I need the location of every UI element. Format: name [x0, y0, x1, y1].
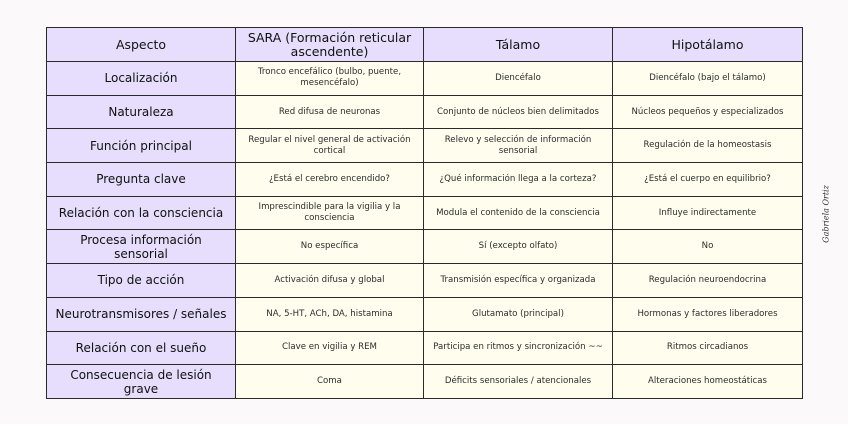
- sara-cell: Tronco encefálico (bulbo, puente, mesencéfalo): [236, 62, 424, 96]
- hipotalamo-cell: Regulación neuroendocrina: [613, 264, 803, 298]
- talamo-cell: Relevo y selección de información sensorial: [424, 129, 613, 163]
- table-row: [47, 331, 803, 365]
- row-aspect-cell: Función principal: [47, 129, 236, 163]
- talamo-cell: Conjunto de núcleos bien delimitados: [424, 95, 613, 129]
- talamo-cell: Glutamato (principal): [424, 297, 613, 331]
- comparison-table-container: [46, 27, 802, 397]
- table-row: [47, 230, 803, 264]
- hipotalamo-cell: Influye indirectamente: [613, 196, 803, 230]
- header-hipotalamo: Hipotálamo: [613, 28, 803, 62]
- header-sara: SARA (Formación reticular ascendente): [236, 28, 424, 62]
- talamo-cell: Sí (excepto olfato): [424, 230, 613, 264]
- sara-cell: ¿Está el cerebro encendido?: [236, 163, 424, 197]
- signature: Gabriela Ortiz: [821, 185, 831, 243]
- hipotalamo-cell: ¿Está el cuerpo en equilibrio?: [613, 163, 803, 197]
- comparison-table: [46, 27, 803, 399]
- row-aspect-cell: Neurotransmisores / señales: [47, 297, 236, 331]
- hipotalamo-cell: Núcleos pequeños y especializados: [613, 95, 803, 129]
- header-row: [47, 28, 803, 62]
- talamo-cell: Participa en ritmos y sincronización ~~: [424, 331, 613, 365]
- hipotalamo-cell: No: [613, 230, 803, 264]
- table-row: [47, 129, 803, 163]
- row-aspect-cell: Relación con el sueño: [47, 331, 236, 365]
- sara-cell: Regular el nivel general de activación cortical: [236, 129, 424, 163]
- sara-cell: No específica: [236, 230, 424, 264]
- row-aspect-cell: Relación con la consciencia: [47, 196, 236, 230]
- sara-cell: Red difusa de neuronas: [236, 95, 424, 129]
- row-aspect-cell: Localización: [47, 62, 236, 96]
- table-row: [47, 297, 803, 331]
- row-aspect-cell: Tipo de acción: [47, 264, 236, 298]
- sara-cell: Coma: [236, 365, 424, 399]
- sara-cell: NA, 5-HT, ACh, DA, histamina: [236, 297, 424, 331]
- header-aspecto: Aspecto: [47, 28, 236, 62]
- hipotalamo-cell: Diencéfalo (bajo el tálamo): [613, 62, 803, 96]
- table-row: [47, 163, 803, 197]
- table-row: [47, 196, 803, 230]
- talamo-cell: Modula el contenido de la consciencia: [424, 196, 613, 230]
- sara-cell: Activación difusa y global: [236, 264, 424, 298]
- sara-cell: Imprescindible para la vigilia y la consciencia: [236, 196, 424, 230]
- sara-cell: Clave en vigilia y REM: [236, 331, 424, 365]
- table-row: [47, 95, 803, 129]
- hipotalamo-cell: Alteraciones homeostáticas: [613, 365, 803, 399]
- table-row: [47, 264, 803, 298]
- talamo-cell: Diencéfalo: [424, 62, 613, 96]
- talamo-cell: ¿Qué información llega a la corteza?: [424, 163, 613, 197]
- row-aspect-cell: Pregunta clave: [47, 163, 236, 197]
- table-row: [47, 62, 803, 96]
- header-talamo: Tálamo: [424, 28, 613, 62]
- hipotalamo-cell: Regulación de la homeostasis: [613, 129, 803, 163]
- talamo-cell: Déficits sensoriales / atencionales: [424, 365, 613, 399]
- row-aspect-cell: Consecuencia de lesión grave: [47, 365, 236, 399]
- hipotalamo-cell: Hormonas y factores liberadores: [613, 297, 803, 331]
- row-aspect-cell: Procesa información sensorial: [47, 230, 236, 264]
- talamo-cell: Transmisión específica y organizada: [424, 264, 613, 298]
- row-aspect-cell: Naturaleza: [47, 95, 236, 129]
- table-row: [47, 365, 803, 399]
- hipotalamo-cell: Ritmos circadianos: [613, 331, 803, 365]
